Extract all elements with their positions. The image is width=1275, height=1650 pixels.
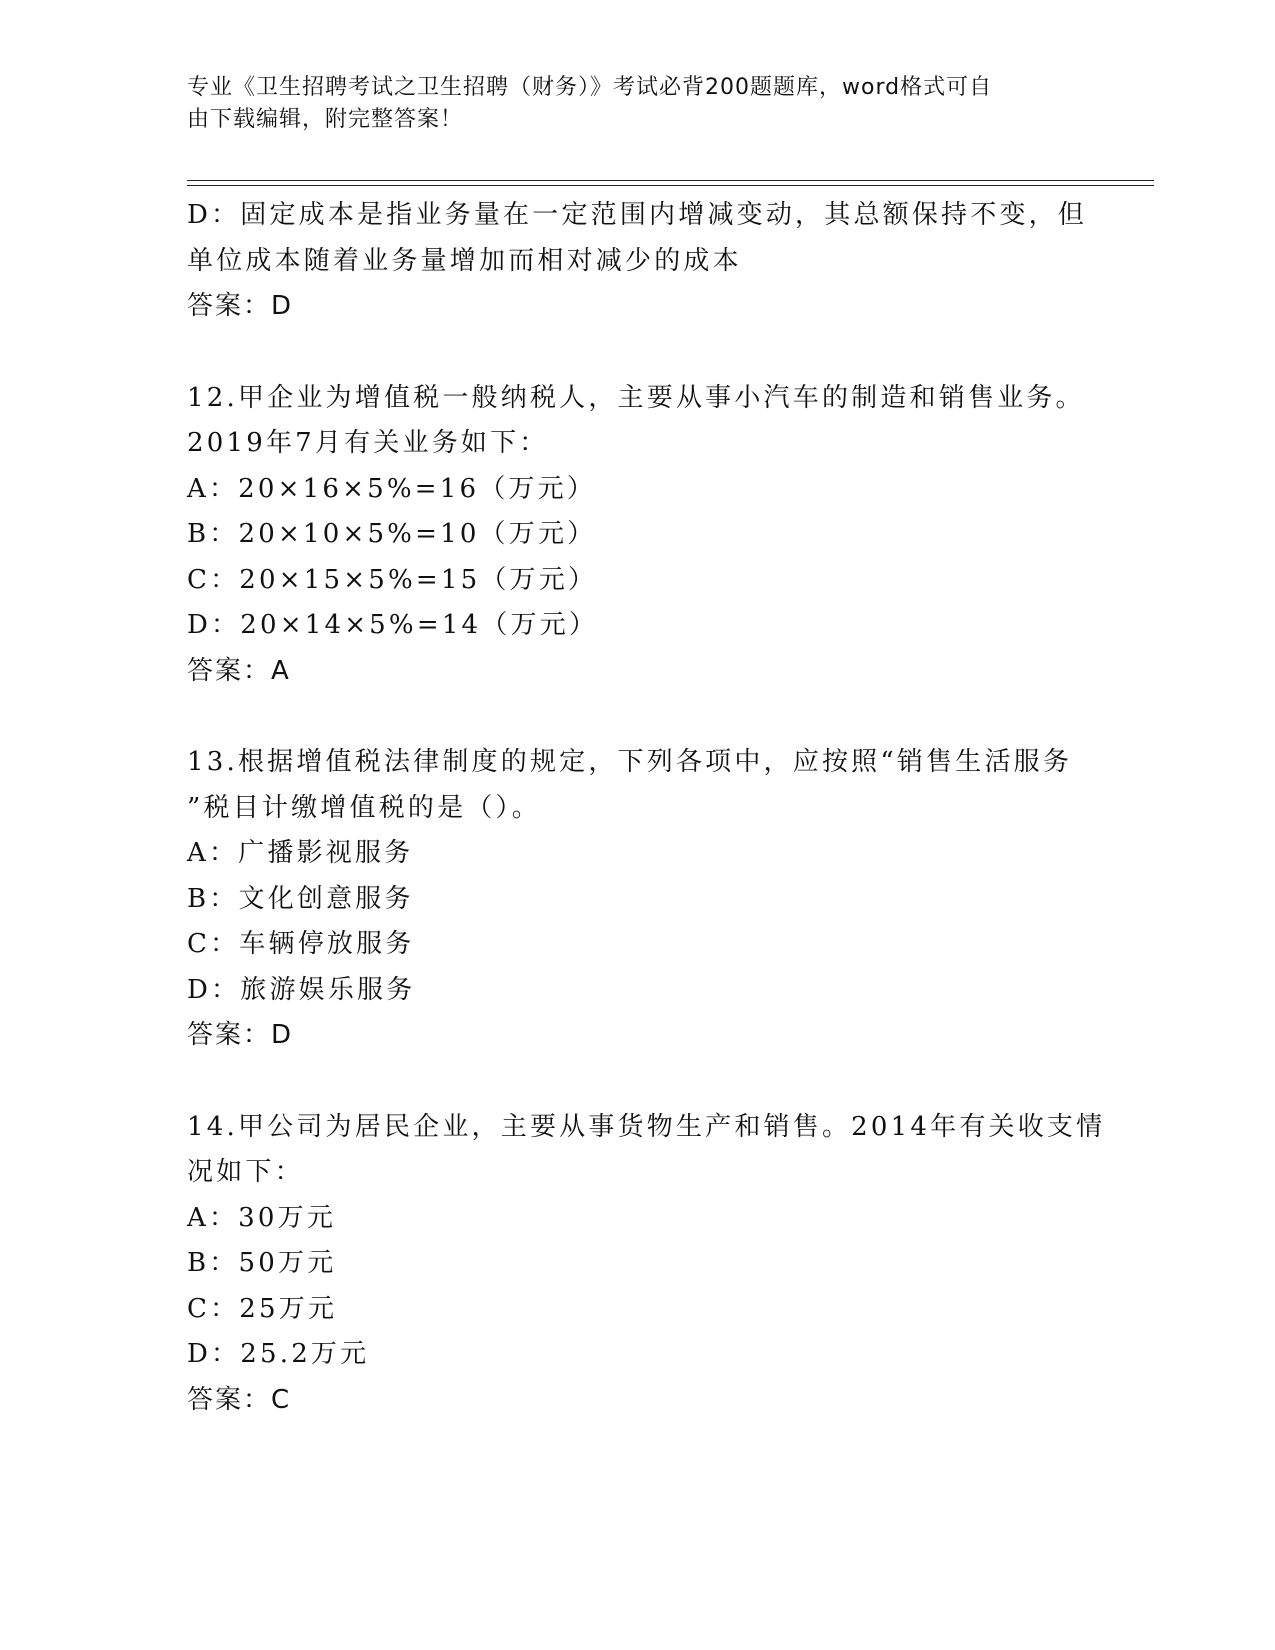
option-c: C：20×15×5%=15（万元） bbox=[187, 564, 598, 595]
option-d: D：旅游娱乐服务 bbox=[187, 974, 416, 1005]
question-12 bbox=[187, 376, 1087, 695]
option-a: A：20×16×5%=16（万元） bbox=[187, 473, 597, 504]
header-line-2: 由下载编辑，附完整答案！ bbox=[187, 107, 464, 132]
option-c: C：25万元 bbox=[187, 1293, 338, 1324]
spacer bbox=[187, 330, 1087, 376]
question-stem-continued: ”税目计缴增值税的是（）。 bbox=[187, 792, 541, 823]
answer: 答案：C bbox=[187, 1384, 292, 1415]
question-stem: 13.根据增值税法律制度的规定，下列各项中，应按照“销售生活服务 bbox=[187, 747, 1073, 777]
question-list bbox=[187, 193, 1106, 1423]
document-header bbox=[187, 72, 1067, 136]
option-d: D：25.2万元 bbox=[187, 1339, 370, 1369]
question-stem: 12.甲企业为增值税一般纳税人，主要从事小汽车的制造和销售业务。 bbox=[187, 382, 1085, 413]
question-13 bbox=[187, 740, 1087, 1059]
option-c: C：车辆停放服务 bbox=[187, 929, 415, 959]
option-b: B：20×10×5%=10（万元） bbox=[187, 519, 597, 549]
question-14 bbox=[187, 1105, 1106, 1424]
option-a: A：广播影视服务 bbox=[187, 838, 414, 868]
question-stem-continued: 况如下： bbox=[187, 1157, 304, 1187]
answer: 答案：D bbox=[187, 291, 294, 321]
option-d: D：20×14×5%=14（万元） bbox=[187, 610, 599, 640]
option-a: A：30万元 bbox=[187, 1202, 337, 1233]
answer: 答案：D bbox=[187, 1020, 294, 1050]
header-divider-bottom bbox=[187, 185, 1154, 186]
spacer bbox=[187, 1059, 1087, 1105]
option-b: B：文化创意服务 bbox=[187, 883, 414, 914]
option-d-continued: 单位成本随着业务量增加而相对减少的成本 bbox=[187, 245, 742, 276]
option-d: D：固定成本是指业务量在一定范围内增减变动，其总额保持不变，但 bbox=[187, 200, 1088, 230]
question-stem: 14.甲公司为居民企业，主要从事货物生产和销售。2014年有关收支情 bbox=[187, 1111, 1106, 1142]
header-line-1: 专业《卫生招聘考试之卫生招聘（财务）》考试必背200题题库，word格式可自 bbox=[187, 75, 993, 100]
question-11 bbox=[187, 193, 1087, 330]
question-stem-continued: 2019年7月有关业务如下： bbox=[187, 428, 549, 458]
option-b: B：50万元 bbox=[187, 1248, 337, 1278]
answer: 答案：A bbox=[187, 655, 291, 686]
spacer bbox=[187, 694, 1087, 740]
header-divider-top bbox=[187, 180, 1154, 181]
